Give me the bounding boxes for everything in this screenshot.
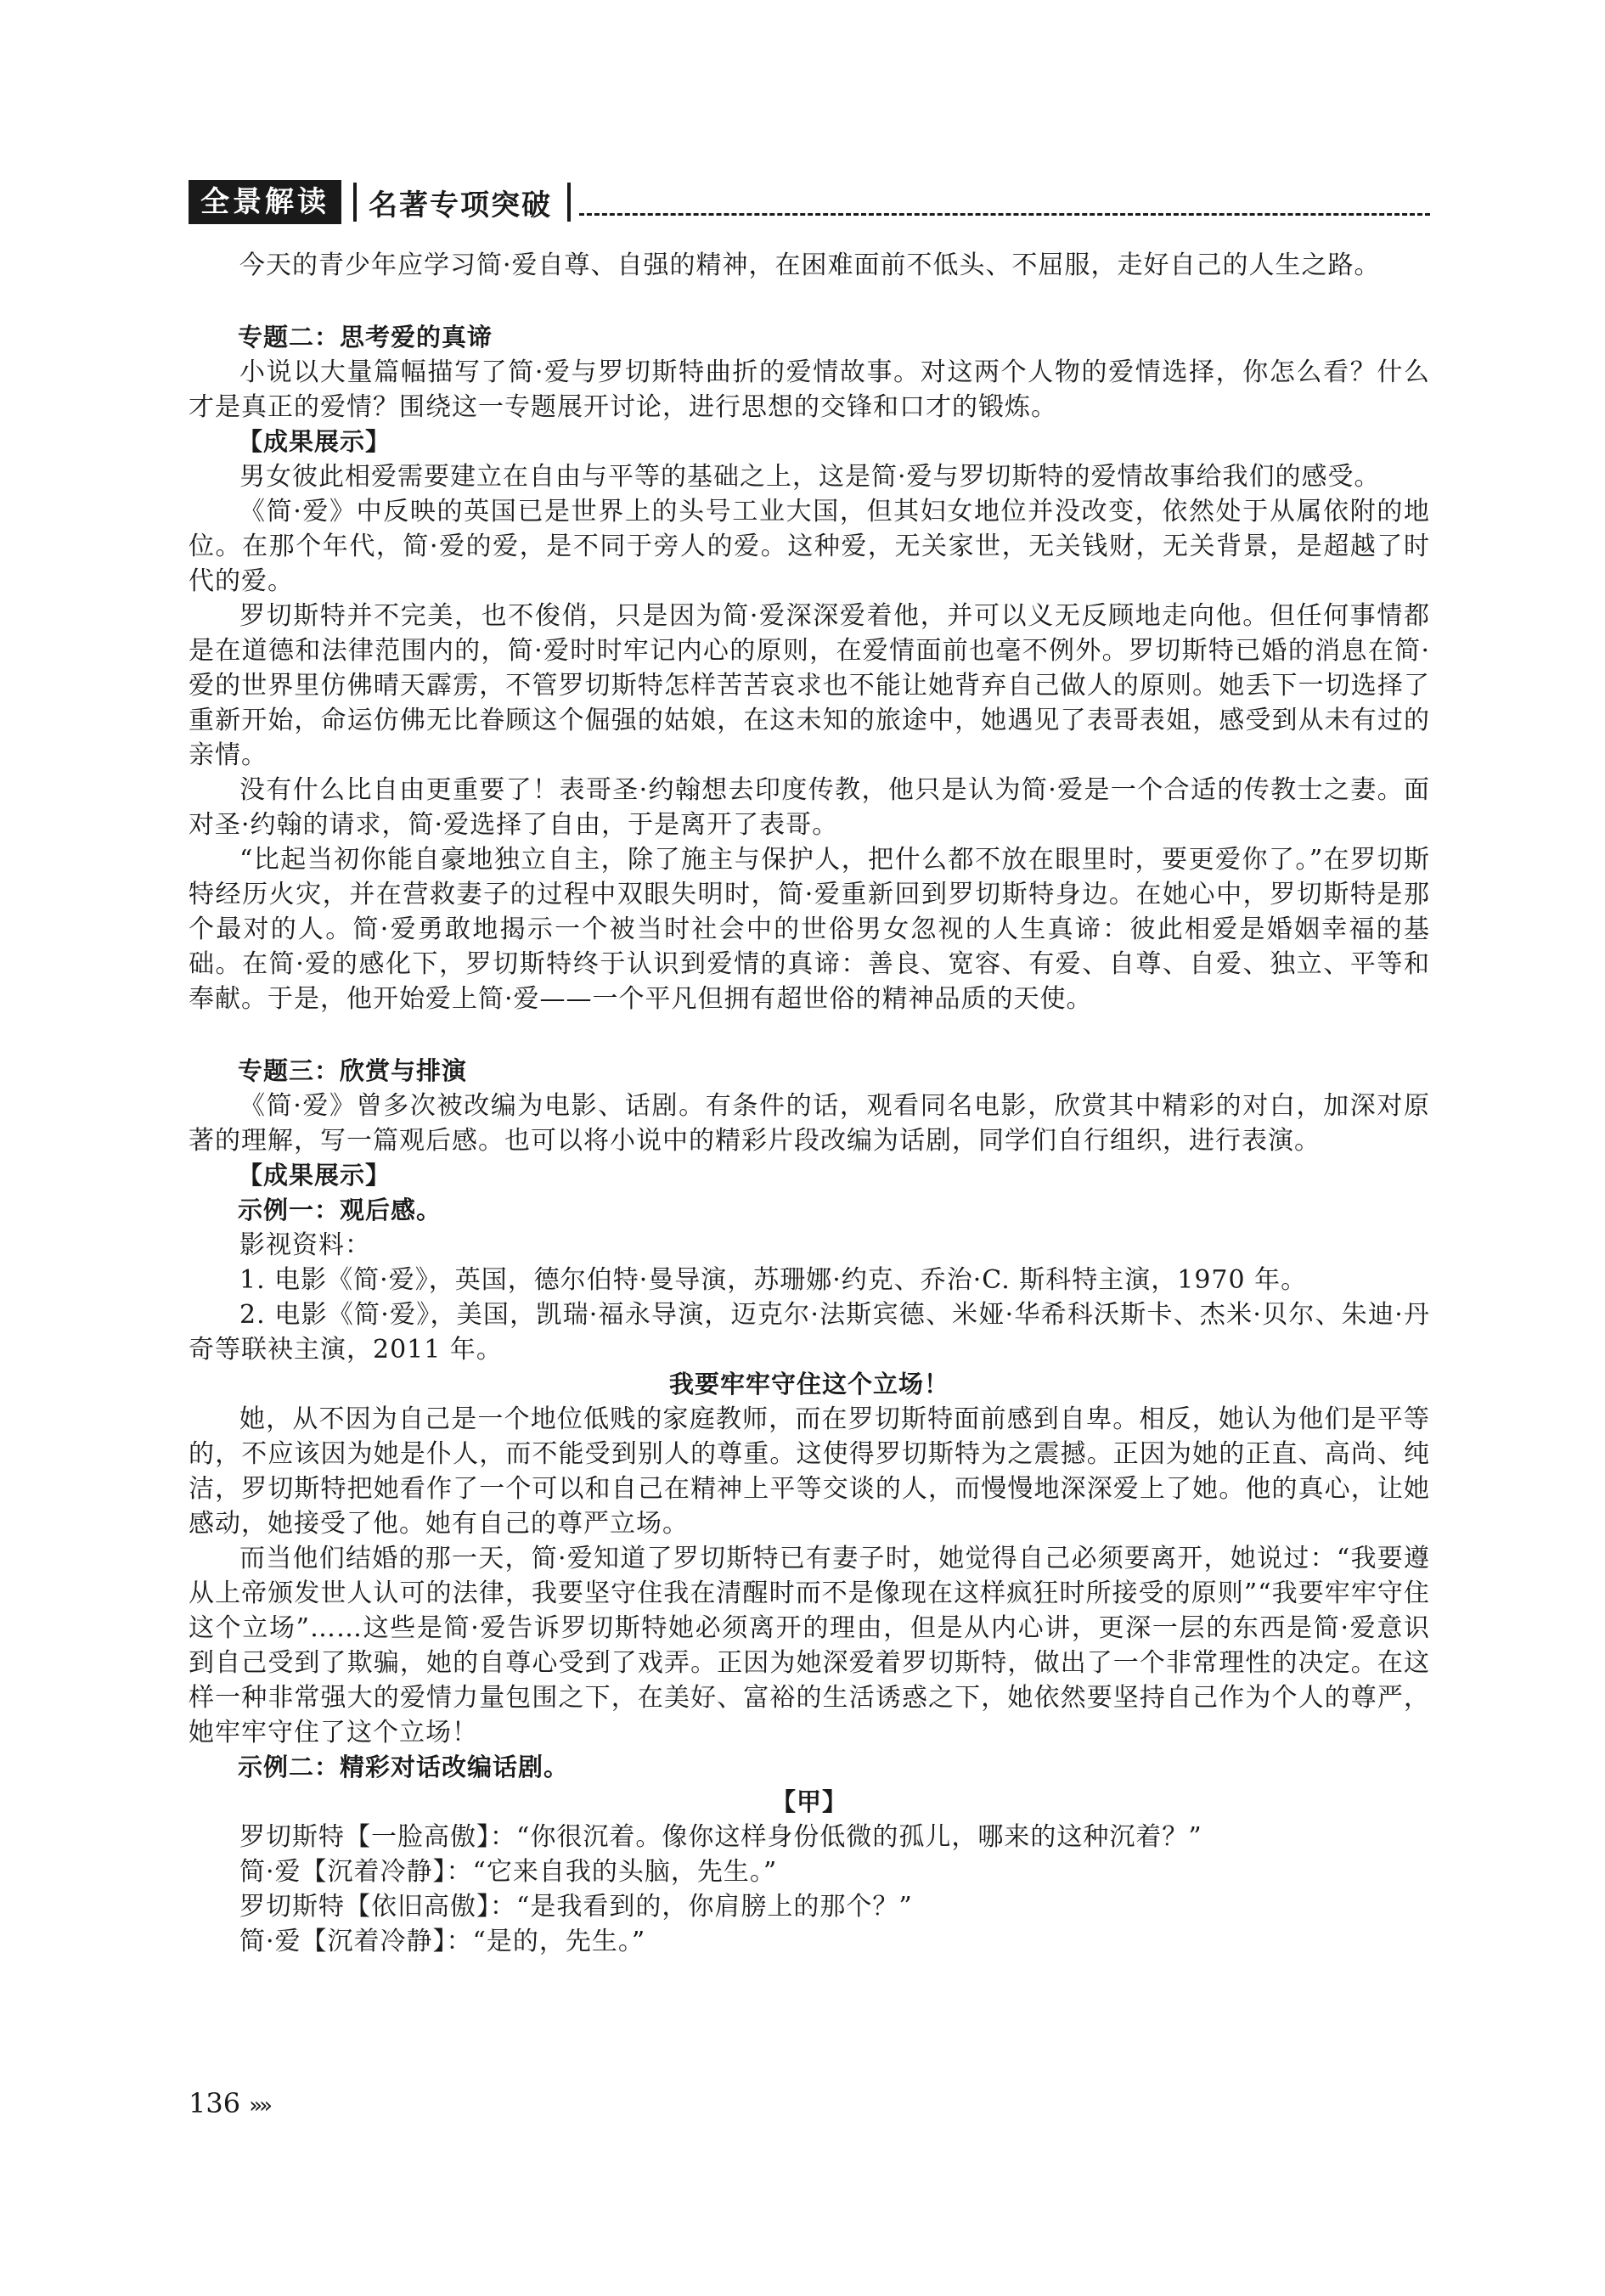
topic2-intro: 小说以大量篇幅描写了简·爱与罗切斯特曲折的爱情故事。对这两个人物的爱情选择，你怎么看？什么才是真正的爱情？围绕这一专题展开讨论，进行思想的交锋和口才的锻炼。 xyxy=(189,357,1430,422)
topic2-para: 男女彼此相爱需要建立在自由与平等的基础之上，这是简·爱与罗切斯特的爱情故事给我们的感受。 xyxy=(239,462,1381,492)
page-arrows-icon: »» xyxy=(249,2093,270,2119)
page-number: 136 xyxy=(189,2087,241,2119)
topic2-para: 罗切斯特并不完美，也不俊俏，只是因为简·爱深深爱着他，并可以义无反顾地走向他。但任何事情都是在道德和法律范围内的，简·爱时时牢记内心的原则，在爱情面前也毫不例外。罗切斯特已婚的消息在简·爱的世界里仿佛晴天霹雳，不管罗切斯特怎样苦苦哀求也不能让她背弃自己做人的原则。她丢下一切选择了重新开始，命运仿佛无比眷顾这个倔强的姑娘，在这未知的旅途中，她遇见了表哥表姐，感受到从未有过的亲情。 xyxy=(189,601,1430,770)
page-header xyxy=(189,178,1430,226)
topic3-result-label: 【成果展示】 xyxy=(238,1161,391,1190)
dialogue-line: 简·爱【沉着冷静】：“是的，先生。” xyxy=(239,1927,646,1956)
dialogue-line: 罗切斯特【依旧高傲】：“是我看到的，你肩膀上的那个？” xyxy=(239,1892,913,1922)
material-item: 2. 电影《简·爱》，美国，凯瑞·福永导演，迈克尔·法斯宾德、米娅·华希科沃斯卡、杰米·贝尔、朱迪·丹奇等联袂主演，2011 年。 xyxy=(189,1300,1430,1365)
intro-paragraph: 今天的青少年应学习简·爱自尊、自强的精神，在困难面前不低头、不屈服，走好自己的人生之路。 xyxy=(239,250,1381,280)
topic2-result-label: 【成果展示】 xyxy=(238,427,391,456)
materials-label: 影视资料： xyxy=(239,1230,371,1260)
topic2-para: 没有什么比自由更重要了！表哥圣·约翰想去印度传教，他只是认为简·爱是一个合适的传教士之妻。面对圣·约翰的请求，简·爱选择了自由，于是离开了表哥。 xyxy=(189,775,1430,840)
scene-label: 【甲】 xyxy=(770,1787,848,1816)
topic2-para: “比起当初你能自豪地独立自主，除了施主与保护人，把什么都不放在眼里时，要更爱你了。”在罗切斯特经历火灾，并在营救妻子的过程中双眼失明时，简·爱重新回到罗切斯特身边。在她心中，罗切斯特是那个最对的人。简·爱勇敢地揭示一个被当时社会中的世俗男女忽视的人生真谛：彼此相爱是婚姻幸福的基础。在简·爱的感化下，罗切斯特终于认识到爱情的真谛：善良、宽容、有爱、自尊、自爱、独立、平等和奉献。于是，他开始爱上简·爱——一个平凡但拥有超世俗的精神品质的天使。 xyxy=(189,845,1430,1014)
header-divider xyxy=(353,183,357,222)
topic3-intro: 《简·爱》曾多次被改编为电影、话剧。有条件的话，观看同名电影，欣赏其中精彩的对白，加深对原著的理解，写一篇观后感。也可以将小说中的精彩片段改编为话剧，同学们自行组织，进行表演。 xyxy=(189,1091,1430,1156)
page-footer xyxy=(189,2087,269,2119)
topic2-title: 专题二：思考爱的真谛 xyxy=(238,323,493,352)
example2-label: 示例二：精彩对话改编话剧。 xyxy=(238,1753,570,1781)
dialogue-line: 简·爱【沉着冷静】：“它来自我的头脑，先生。” xyxy=(239,1857,778,1887)
material-item: 1. 电影《简·爱》，英国，德尔伯特·曼导演，苏珊娜·约克、乔治·C. 斯科特主演，1970 年。 xyxy=(239,1265,1308,1295)
header-dashed-rule xyxy=(579,213,1430,216)
main-content xyxy=(189,248,1430,1959)
essay-title: 我要牢牢守住这个立场！ xyxy=(668,1370,949,1398)
essay-para: 而当他们结婚的那一天，简·爱知道了罗切斯特已有妻子时，她觉得自己必须要离开，她说过：“我要遵从上帝颁发世人认可的法律，我要坚守住我在清醒时而不是像现在这样疯狂时所接受的原则”“我要牢牢守住这个立场”……这些是简·爱告诉罗切斯特她必须离开的理由，但是从内心讲，更深一层的东西是简·爱意识到自己受到了欺骗，她的自尊心受到了戏弄。正因为她深爱着罗切斯特，做出了一个非常理性的决定。在这样一种非常强大的爱情力量包围之下，在美好、富裕的生活诱惑之下，她依然要坚持自己作为个人的尊严，她牢牢守住了这个立场！ xyxy=(189,1544,1430,1747)
essay-para: 她，从不因为自己是一个地位低贱的家庭教师，而在罗切斯特面前感到自卑。相反，她认为他们是平等的，不应该因为她是仆人，而不能受到别人的尊重。这使得罗切斯特为之震撼。正因为她的正直、高尚、纯洁，罗切斯特把她看作了一个可以和自己在精神上平等交谈的人，而慢慢地深深爱上了她。他的真心，让她感动，她接受了他。她有自己的尊严立场。 xyxy=(189,1404,1430,1539)
section-subtitle: 名著专项突破 xyxy=(369,188,552,222)
section-tag: 全景解读 xyxy=(189,180,341,224)
topic2-para: 《简·爱》中反映的英国已是世界上的头号工业大国，但其妇女地位并没改变，依然处于从属依附的地位。在那个年代，简·爱的爱，是不同于旁人的爱。这种爱，无关家世，无关钱财，无关背景，是超越了时代的爱。 xyxy=(189,497,1430,596)
example1-label: 示例一：观后感。 xyxy=(238,1196,442,1224)
header-divider-2 xyxy=(567,183,571,222)
dialogue-line: 罗切斯特【一脸高傲】：“你很沉着。像你这样身份低微的孤儿，哪来的这种沉着？” xyxy=(239,1822,1202,1852)
topic3-title: 专题三：欣赏与排演 xyxy=(238,1056,468,1085)
